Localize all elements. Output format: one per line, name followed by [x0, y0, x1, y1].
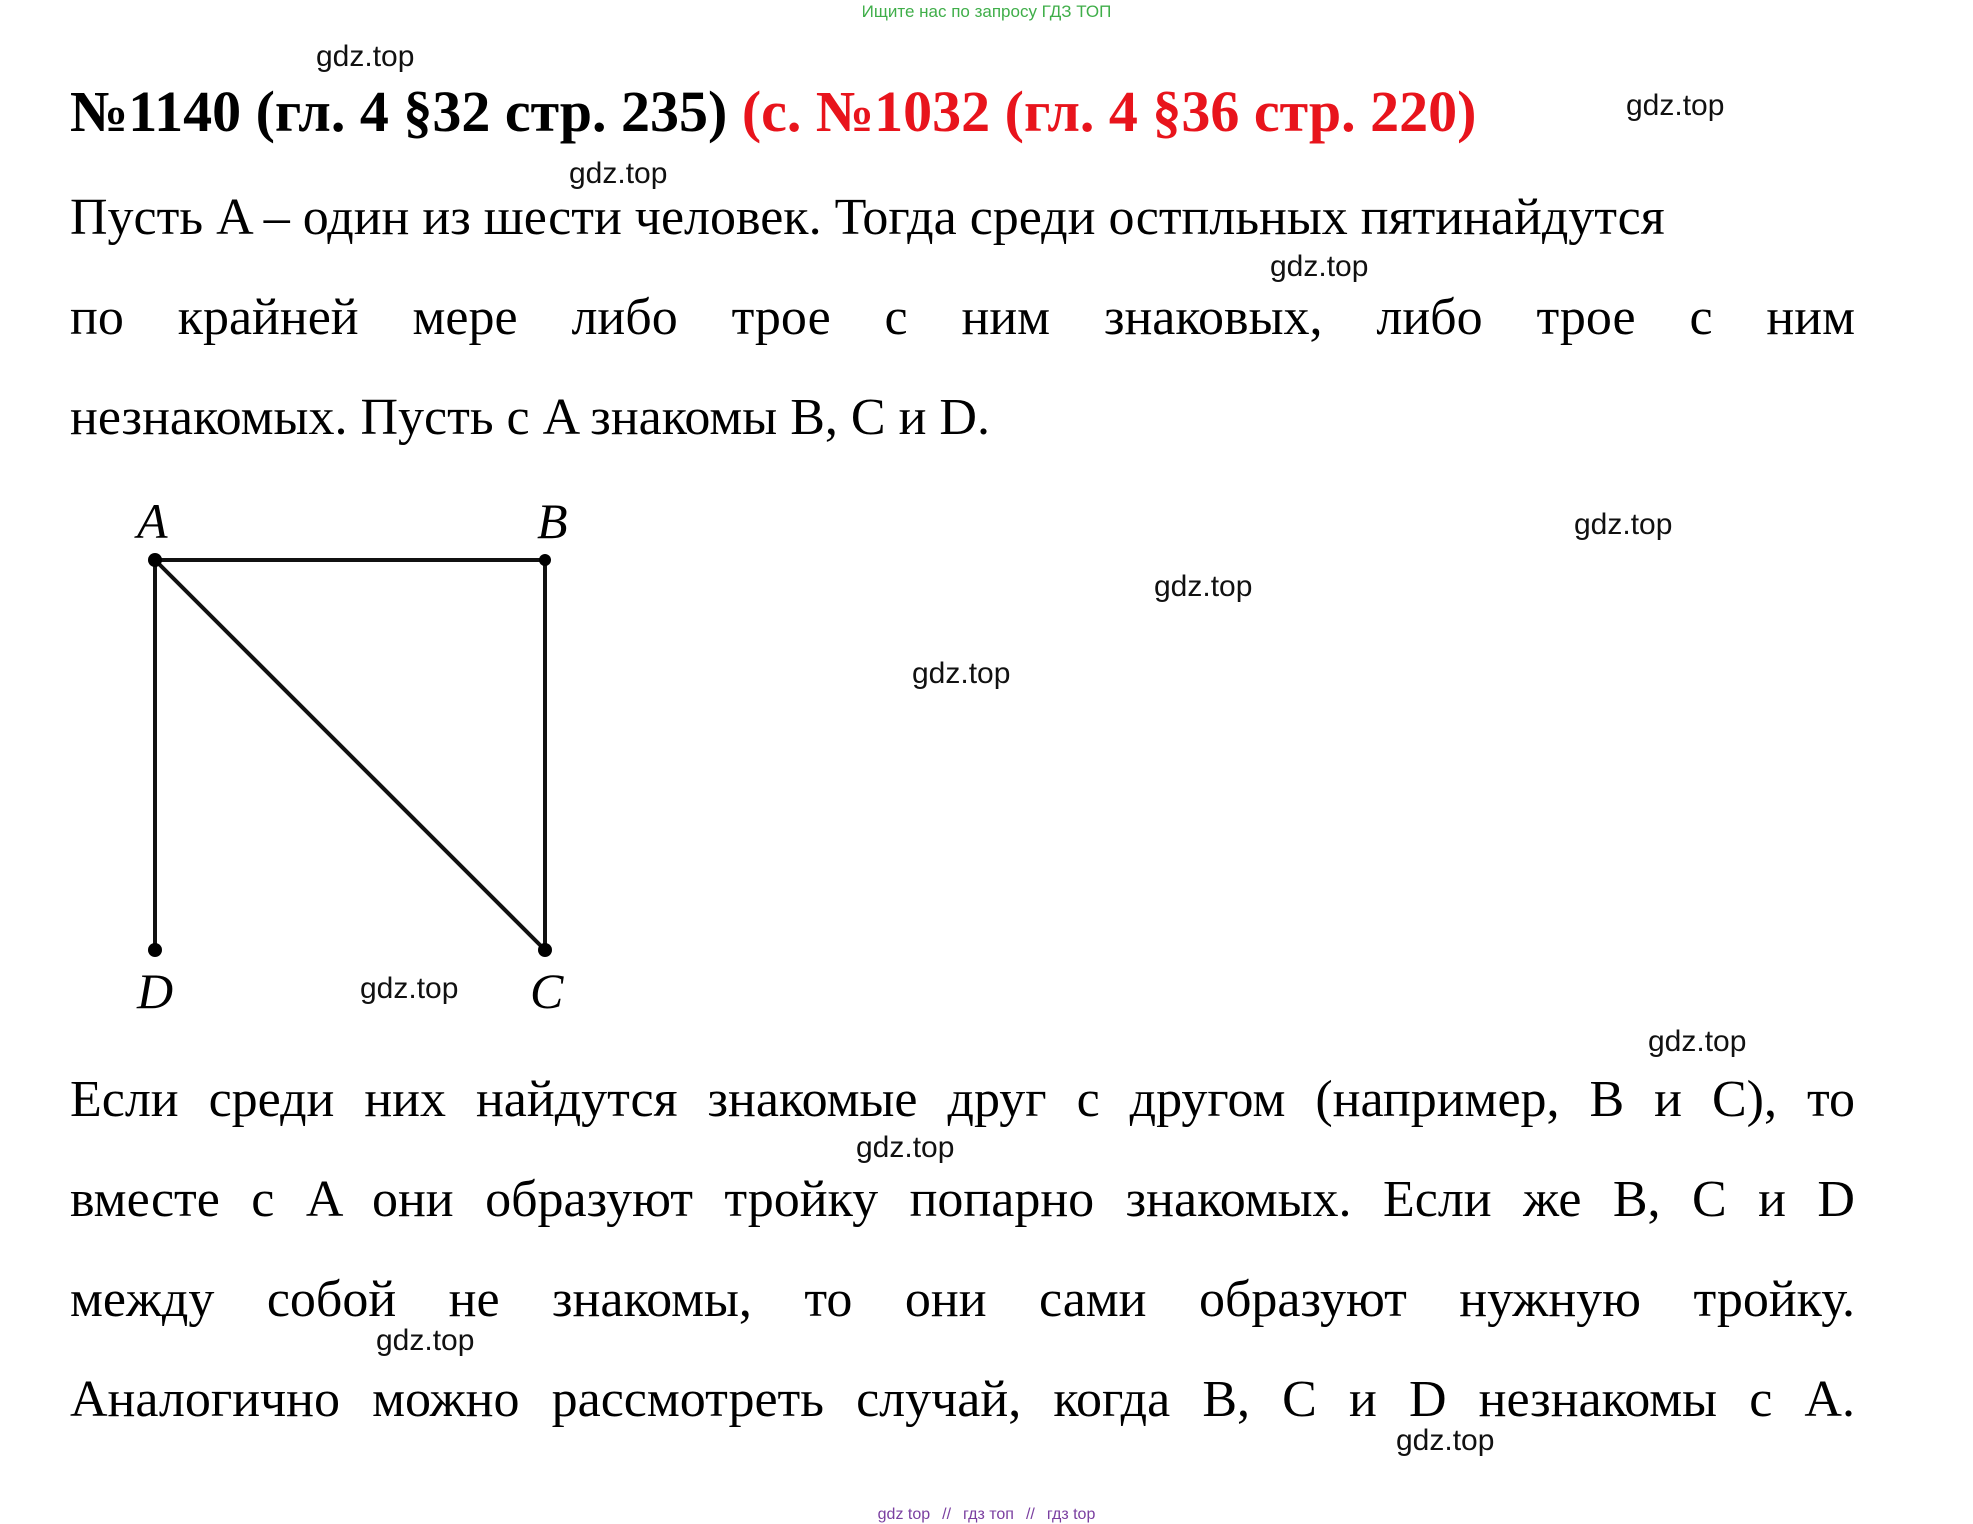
vertex-label-d: D [137, 963, 174, 1019]
paragraph-line: вместе с A они образуют тройку попарно знакомых. Если же B, C и D [70, 1171, 1855, 1228]
paragraph-line: по крайней мере либо трое с ним знаковых, либо трое с ним [70, 289, 1855, 346]
watermark: gdz.top [912, 657, 1011, 690]
top-banner: Ищите нас по запросу ГДЗ ТОП [861, 2, 1112, 21]
paragraph-line: Аналогично можно рассмотреть случай, когда B, C и D незнакомы с A. [70, 1371, 1855, 1428]
edge-a-c [155, 560, 545, 950]
footer-link: гдз top [1046, 1506, 1096, 1523]
paragraph-line: Пусть A – один из шести человек. Тогда среди остпльных пятинайдутся [70, 189, 1665, 246]
footer-link: gdz top [877, 1506, 931, 1523]
watermark: gdz.top [1396, 1424, 1495, 1457]
vertex-label-a: A [137, 493, 168, 549]
vertex-label-b: B [537, 493, 568, 549]
footer-separator: // [942, 1506, 952, 1523]
watermark: gdz.top [569, 157, 668, 190]
vertex-d [148, 943, 162, 957]
vertex-c [538, 943, 552, 957]
watermark: gdz.top [856, 1131, 955, 1164]
title-alt: (с. №1032 (гл. 4 §36 стр. 220) [741, 79, 1477, 144]
vertex-a [148, 553, 162, 567]
watermark: gdz.top [316, 40, 415, 73]
footer-link: гдз топ [963, 1506, 1014, 1523]
vertex-label-c: C [530, 963, 564, 1019]
title-main: №1140 (гл. 4 §32 стр. 235) [70, 79, 728, 144]
watermark: gdz.top [1648, 1025, 1747, 1058]
watermark: gdz.top [1626, 89, 1725, 122]
watermark: gdz.top [376, 1324, 475, 1357]
footer [0, 1506, 1973, 1524]
watermark: gdz.top [1270, 250, 1369, 283]
paragraph-line: Если среди них найдутся знакомые друг с другом (например, B и C), то [70, 1071, 1855, 1128]
watermark: gdz.top [360, 972, 459, 1005]
footer-separator: // [1025, 1506, 1035, 1523]
paragraph-2 [70, 1050, 1855, 1450]
watermark: gdz.top [1154, 570, 1253, 603]
vertex-b [539, 554, 551, 566]
paragraph-line: незнакомых. Пусть с A знакомы B, C и D. [70, 389, 990, 446]
paragraph-line: между собой не знакомы, то они сами образуют нужную тройку. [70, 1271, 1855, 1328]
watermark: gdz.top [1574, 508, 1673, 541]
